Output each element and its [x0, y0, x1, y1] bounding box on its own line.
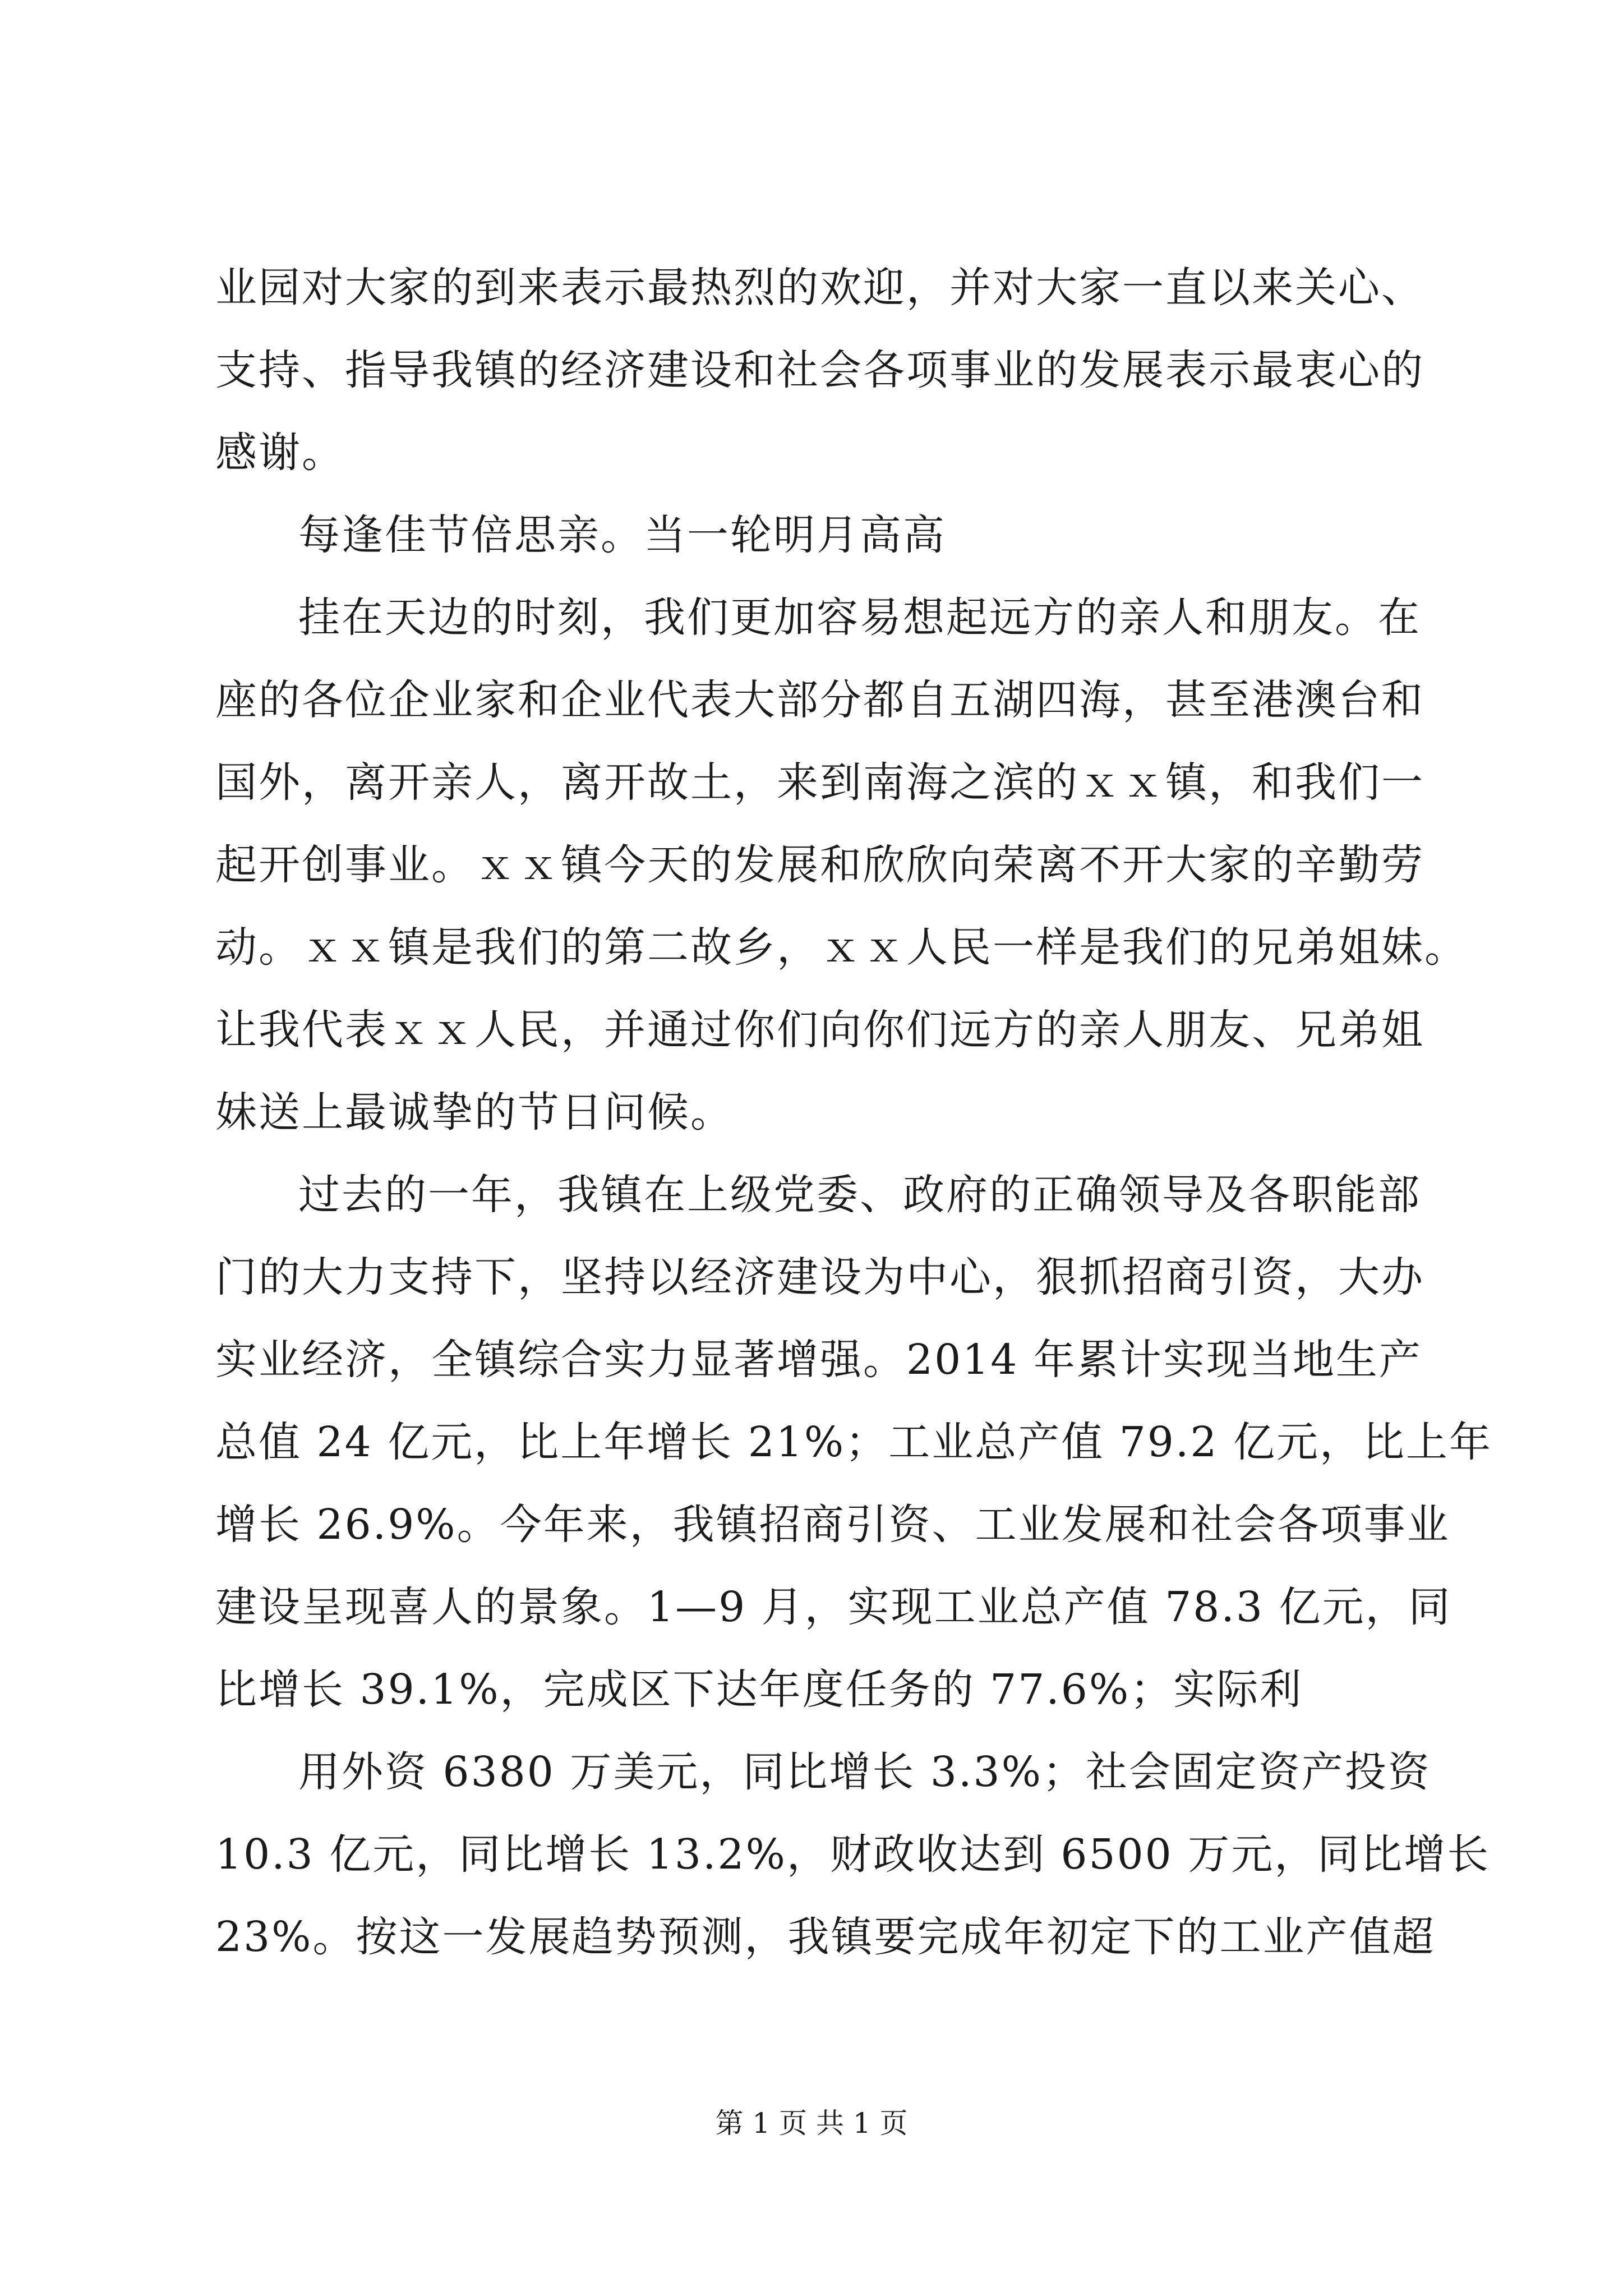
text-line: 总值 24 亿元，比上年增长 21%；工业总产值 79.2 亿元，比上年: [215, 1418, 1493, 1466]
text-line: 23%。按这一发展趋势预测，我镇要完成年初定下的工业产值超: [215, 1913, 1436, 1961]
document-body: [215, 247, 1493, 1978]
text-line: 业园对大家的到来表示最热烈的欢迎，并对大家一直以来关心、: [215, 264, 1424, 312]
text-line: 比增长 39.1%，完成区下达年度任务的 77.6%；实际利: [215, 1665, 1303, 1714]
text-line: 支持、指导我镇的经济建设和社会各项事业的发展表示最衷心的: [215, 346, 1424, 394]
text-line: 国外，离开亲人，离开故土，来到南海之滨的ｘｘ镇，和我们一: [215, 758, 1424, 807]
text-line: 动。ｘｘ镇是我们的第二故乡，ｘｘ人民一样是我们的兄弟姐妹。: [215, 923, 1468, 972]
text-line: 门的大力支持下，坚持以经济建设为中心，狠抓招商引资，大办: [215, 1253, 1424, 1301]
text-line: 妹送上最诚挚的节日问候。: [215, 1088, 734, 1137]
text-line: 感谢。: [215, 429, 345, 477]
text-line: 用外资 6380 万美元，同比增长 3.3%；社会固定资产投资: [298, 1748, 1431, 1796]
text-line: 让我代表ｘｘ人民，并通过你们向你们远方的亲人朋友、兄弟姐: [215, 1006, 1424, 1054]
text-line: 座的各位企业家和企业代表大部分都自五湖四海，甚至港澳台和: [215, 676, 1424, 724]
text-line: 每逢佳节倍思亲。当一轮明月高高: [298, 511, 946, 559]
page-number-footer: 第 1 页 共 1 页: [715, 2107, 908, 2139]
text-line: 挂在天边的时刻，我们更加容易想起远方的亲人和朋友。在: [298, 593, 1421, 642]
text-line: 过去的一年，我镇在上级党委、政府的正确领导及各职能部: [298, 1171, 1421, 1219]
text-line: 增长 26.9%。今年来，我镇招商引资、工业发展和社会各项事业: [215, 1501, 1450, 1549]
text-line: 起开创事业。ｘｘ镇今天的发展和欣欣向荣离不开大家的辛勤劳: [215, 841, 1424, 889]
text-line: 10.3 亿元，同比增长 13.2%，财政收达到 6500 万元，同比增长: [215, 1830, 1491, 1879]
text-line: 建设呈现喜人的景象。1—9 月，实现工业总产值 78.3 亿元，同: [215, 1583, 1452, 1631]
text-line: 实业经济，全镇综合实力显著增强。2014 年累计实现当地生产: [215, 1336, 1422, 1384]
